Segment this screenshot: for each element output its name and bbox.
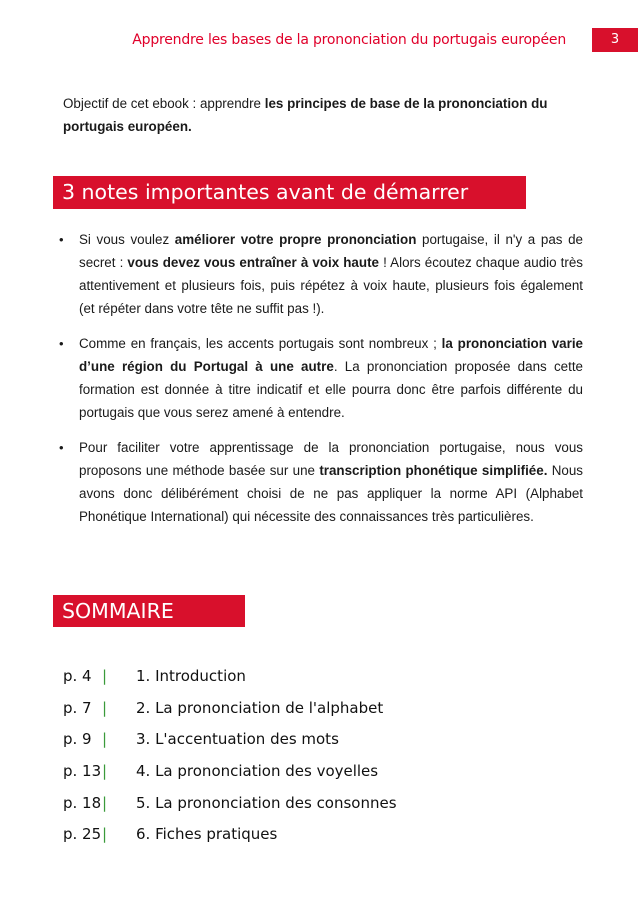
- toc-entry[interactable]: [63, 755, 397, 787]
- toc-page-number: p. 18: [63, 793, 102, 812]
- note-bold-text: améliorer votre propre prononciation: [174, 232, 417, 247]
- toc-separator: |: [102, 666, 108, 685]
- toc-page-number: p. 13: [63, 761, 102, 780]
- note-bold-text: la prononciation varie d’une région du Portugal à une autre: [79, 336, 583, 374]
- notes-section-heading-bar: [53, 176, 526, 209]
- objective-paragraph: [63, 92, 583, 138]
- note-text: portugaise, il n'y a pas de secret :: [79, 232, 584, 270]
- toc-page-number: p. 25: [63, 825, 102, 844]
- bullet-icon: •: [59, 440, 64, 455]
- bullet-icon: •: [59, 232, 64, 247]
- toc-separator: |: [102, 793, 108, 812]
- toc-entry[interactable]: [63, 660, 397, 692]
- toc-title: 2. La prononciation de l'alphabet: [136, 698, 384, 717]
- note-text: ! Alors écoutez chaque audio très attentivement et plusieurs fois, puis répétez à voix haute, plusieurs fois également (et répéter dans votre tête ne suffit pas !).: [79, 255, 583, 316]
- toc-entry[interactable]: [63, 692, 397, 724]
- toc-title: 4. La prononciation des voyelles: [136, 761, 379, 780]
- toc-separator: |: [102, 698, 108, 717]
- notes-list: [37, 228, 583, 540]
- toc-title: 5. La prononciation des consonnes: [136, 793, 397, 812]
- toc-separator: |: [102, 730, 108, 749]
- note-item: [37, 228, 583, 320]
- bullet-icon: •: [59, 336, 64, 351]
- toc-page-number: p. 9: [63, 730, 92, 749]
- summary-section-heading: SOMMAIRE: [62, 599, 174, 623]
- toc-separator: |: [102, 761, 108, 780]
- toc-entry[interactable]: [63, 787, 397, 819]
- toc-page-number: p. 4: [63, 666, 92, 685]
- note-text: Comme en français, les accents portugais sont nombreux ;: [79, 336, 442, 351]
- toc-separator: |: [102, 825, 108, 844]
- objective-bold: les principes de base de la prononciation du portugais européen.: [63, 96, 548, 134]
- toc-entry[interactable]: [63, 723, 397, 755]
- note-text: Si vous voulez: [79, 232, 175, 247]
- note-text: . La prononciation proposée dans cette formation est donnée à titre indicatif et elle pourra donc être parfois différente du portugais que vous serez amené à entendre.: [79, 359, 583, 420]
- table-of-contents: [63, 660, 397, 850]
- note-text: Pour faciliter votre apprentissage de la prononciation portugaise, nous vous proposons une méthode basée sur une: [79, 440, 583, 478]
- toc-title: 3. L'accentuation des mots: [136, 730, 339, 749]
- toc-title: 6. Fiches pratiques: [136, 825, 278, 844]
- note-bold-text: vous devez vous entraîner à voix haute: [127, 255, 379, 270]
- toc-title: 1. Introduction: [136, 666, 246, 685]
- notes-section-heading: 3 notes importantes avant de démarrer: [62, 180, 469, 204]
- objective-prefix: Objectif de cet ebook : apprendre: [63, 96, 265, 111]
- toc-entry[interactable]: [63, 818, 397, 850]
- running-header-title: Apprendre les bases de la prononciation du portugais européen: [132, 32, 566, 48]
- note-item: [37, 436, 583, 528]
- note-bold-text: transcription phonétique simplifiée.: [319, 463, 548, 478]
- page-number-badge: 3: [592, 28, 638, 52]
- summary-section-heading-bar: [53, 595, 245, 627]
- note-text: Nous avons donc délibérément choisi de ne pas appliquer la norme API (Alphabet Phonétique International) qui nécessite des connaissances très particulières.: [79, 463, 583, 524]
- toc-page-number: p. 7: [63, 698, 92, 717]
- note-item: [37, 332, 583, 424]
